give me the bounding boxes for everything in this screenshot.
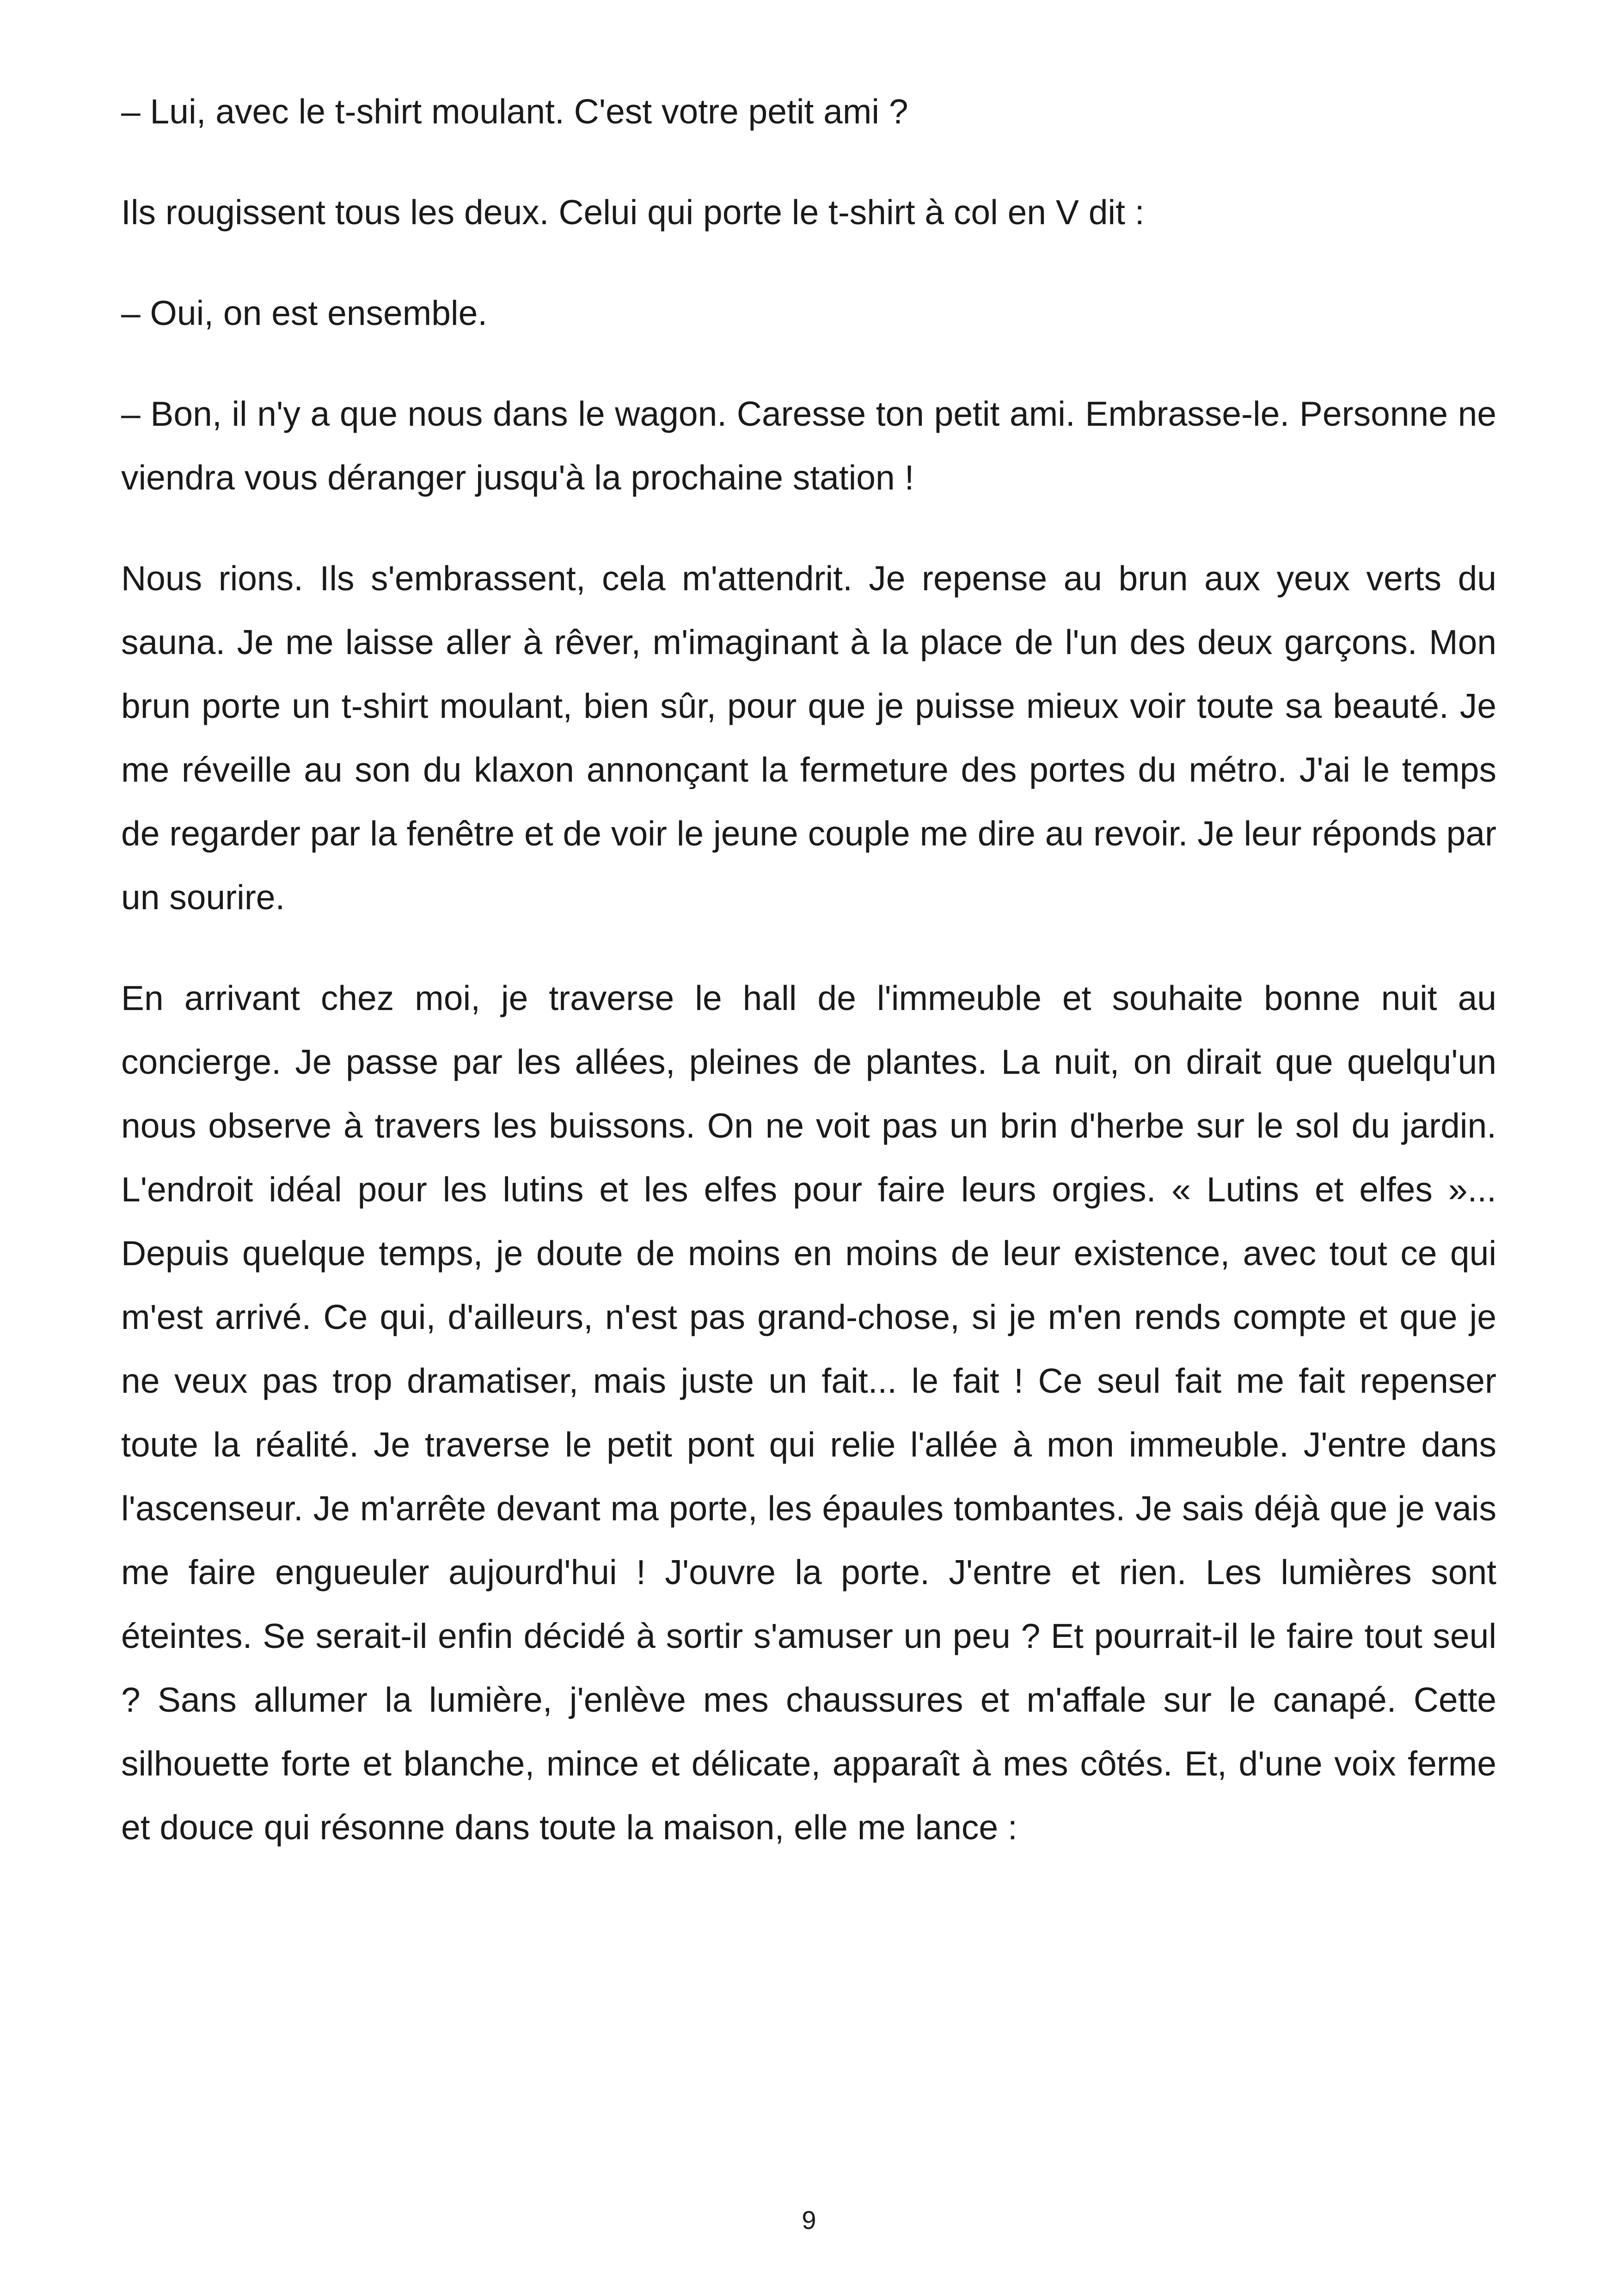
dialogue-paragraph: – Lui, avec le t-shirt moulant. C'est votre petit ami ? <box>121 92 908 131</box>
page-number: 9 <box>802 2205 816 2235</box>
narration-paragraph: Ils rougissent tous les deux. Celui qui porte le t-shirt à col en V dit : <box>121 193 1145 232</box>
dialogue-paragraph: – Bon, il n'y a que nous dans le wagon. Caresse ton petit ami. Embrasse-le. Personne ne viendra vous déranger jusqu'à la prochaine station ! <box>121 394 1496 497</box>
narration-paragraph: En arrivant chez moi, je traverse le hall de l'immeuble et souhaite bonne nuit au concierge. Je passe par les allées, pleines de plantes. La nuit, on dirait que quelqu'un nous observe à travers les buissons. On ne voit pas un brin d'herbe sur le sol du jardin. L'endroit idéal pour les lutins et les elfes pour faire leurs orgies. « Lutins et elfes »... Depuis quelque temps, je doute de moins en moins de leur existence, avec tout ce qui m'est arrivé. Ce qui, d'ailleurs, n'est pas grand-chose, si je m'en rends compte et que je ne veux pas trop dramatiser, mais juste un fait... le fait ! Ce seul fait me fait repenser toute la réalité. Je traverse le petit pont qui relie l'allée à mon immeuble. J'entre dans l'ascenseur. Je m'arrête devant ma porte, les épaules tombantes. Je sais déjà que je vais me faire engueuler aujourd'hui ! J'ouvre la porte. J'entre et rien. Les lumières sont éteintes. Se serait-il enfin décidé à sortir s'amuser un peu ? Et pourrait-il le faire tout seul ? Sans allumer la lumière, j'enlève mes chaussures et m'affale sur le canapé. Cette silhouette forte et blanche, mince et délicate, apparaît à mes côtés. Et, d'une voix ferme et douce qui résonne dans toute la maison, elle me lance : <box>121 979 1496 1847</box>
body-text <box>121 80 1496 1859</box>
narration-paragraph: Nous rions. Ils s'embrassent, cela m'attendrit. Je repense au brun aux yeux verts du sauna. Je me laisse aller à rêver, m'imaginant à la place de l'un des deux garçons. Mon brun porte un t-shirt moulant, bien sûr, pour que je puisse mieux voir toute sa beauté. Je me réveille au son du klaxon annonçant la fermeture des portes du métro. J'ai le temps de regarder par la fenêtre et de voir le jeune couple me dire au revoir. Je leur réponds par un sourire. <box>121 559 1496 917</box>
dialogue-paragraph: – Oui, on est ensemble. <box>121 294 488 332</box>
